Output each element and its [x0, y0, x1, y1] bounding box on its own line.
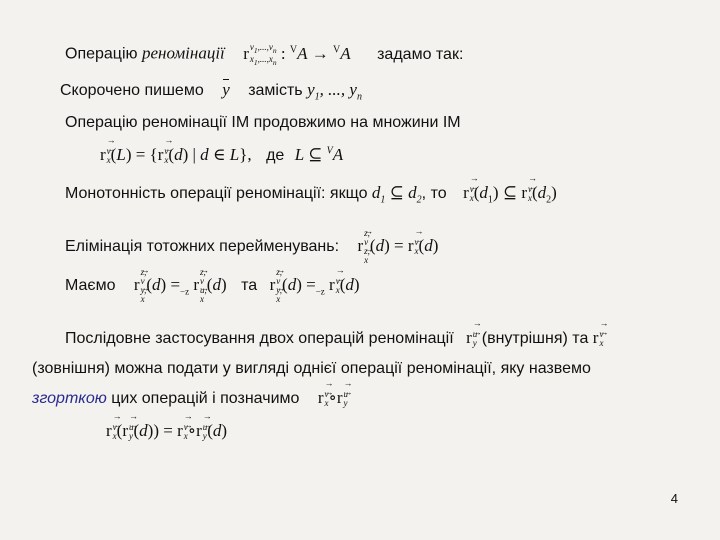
text-where: де	[266, 147, 285, 164]
text-define: задамо так:	[377, 45, 464, 63]
text-renomination: реномінації	[141, 43, 225, 63]
monotonicity-line: Монотонність операції реномінації: якщо $d_1$ ⊆ $d_2$, то r v → x → $(d_1)$ ⊆ r v → x → $(d_2)$	[65, 183, 557, 205]
formula-r-inner: r u → y →	[466, 328, 477, 347]
definition-line	[65, 43, 463, 67]
formula-elimination: r z, v → z, x → (d) = r v → x → (d)	[357, 236, 438, 255]
convolution-formula-line	[106, 421, 227, 441]
text-and: та	[241, 276, 258, 294]
extension-line	[65, 114, 461, 132]
text-inner: (внутрішня) та	[481, 330, 589, 347]
formula-y-list: $y_1$, ..., $y_n$	[307, 80, 362, 103]
formula-subset: L ⊆ $^V$A	[294, 145, 344, 164]
text-then: то	[430, 185, 447, 202]
formula-convolution: r v → x → (r u → y → (d)) = r v → x → ∘r u → y → (d)	[106, 421, 227, 440]
formula-set-renom: r v → x → (L) = {r v → x → (d) | d ∈ L},	[100, 145, 252, 164]
formula-ybar: y	[222, 80, 230, 99]
composition-para-line-3	[32, 388, 348, 408]
text-operation: Операцію	[65, 45, 138, 63]
text-instead: замість	[248, 82, 303, 99]
text-extension: Операцію реномінації ІМ продовжимо на множини ІМ	[65, 114, 461, 131]
text-denote: цих операцій і позначимо	[111, 390, 300, 407]
text-elimination: Елімінація тотожних перейменувань:	[65, 237, 340, 255]
formula-monotone: r v → x → $(d_1)$ ⊆ r v → x → $(d_2)$	[463, 183, 557, 202]
formula-convolution-symbol: r v → x → ∘r u → y →	[318, 388, 348, 407]
set-formula-line	[100, 145, 343, 165]
composition-para-line-1	[65, 328, 603, 348]
text-we-have: Маємо	[65, 276, 116, 294]
formula-identity-2: r z, v → y, x → $(d) =_{-z}$ r v → x → (d)	[270, 275, 360, 294]
text-outer: (зовнішня) можна подати у вигляді однієї операції реномінації, яку назвемо	[32, 360, 591, 377]
formula-d1-d2: $d_1$ ⊆ $d_2$	[371, 183, 422, 206]
elimination-line	[65, 229, 438, 265]
text-convolution: згорткою	[32, 390, 107, 407]
composition-para-line-2	[32, 360, 591, 378]
formula-identity-1: r z, v → y, x → $(d) =_{-z}$ r z, v → u, x → (d)	[134, 275, 227, 294]
page-number: 4	[670, 491, 678, 506]
shorthand-line	[60, 80, 362, 102]
formula-r-outer: r v → x →	[593, 328, 604, 347]
text-short: Скорочено пишемо	[60, 82, 204, 99]
text-sequential: Послідовне застосування двох операцій реномінації	[65, 330, 454, 347]
text-monotonicity: Монотонність операції реномінації: якщо	[65, 185, 368, 202]
identities-line	[65, 268, 360, 304]
formula-renom-def: r $v_1,...,v_n$ $x_1,...,x_n$ : $^V$A → $^V$A	[243, 42, 351, 67]
